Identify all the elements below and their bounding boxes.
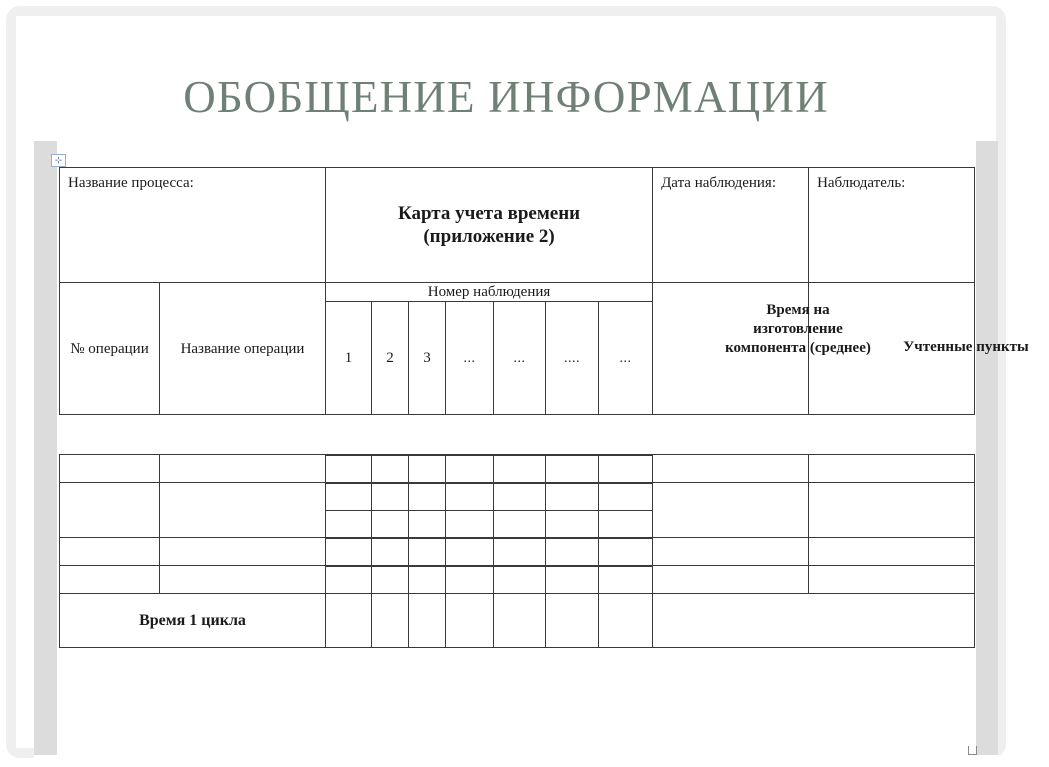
counted-items-cell[interactable] bbox=[809, 483, 975, 538]
observer-label: Наблюдатель: bbox=[809, 168, 975, 283]
observation-column-3: 3 bbox=[409, 302, 446, 415]
observation-value-cell[interactable] bbox=[446, 484, 494, 511]
observation-value-cell[interactable] bbox=[599, 567, 653, 594]
observation-column-7: ... bbox=[599, 302, 653, 415]
operation-name-cell[interactable] bbox=[160, 483, 326, 538]
operation-name-header bbox=[160, 283, 326, 415]
operation-name-cell[interactable] bbox=[160, 566, 326, 594]
operation-number-cell[interactable] bbox=[60, 483, 160, 538]
observation-value-cell[interactable] bbox=[409, 511, 446, 538]
observation-value-cell[interactable] bbox=[409, 567, 446, 594]
component-time-header-label: Время на изготовление компонента (среднее) bbox=[725, 301, 871, 356]
operation-number-header-text: № операции bbox=[70, 340, 149, 357]
document-left-margin bbox=[34, 141, 57, 755]
cycle-value-cell[interactable] bbox=[599, 594, 653, 648]
table-resize-handle-icon[interactable] bbox=[968, 746, 977, 755]
observation-value-cell[interactable] bbox=[446, 511, 494, 538]
observation-value-cell[interactable] bbox=[599, 539, 653, 566]
observation-value-cell[interactable] bbox=[326, 511, 372, 538]
observation-number-header: Номер наблюдения bbox=[326, 283, 653, 302]
document-right-margin bbox=[976, 141, 998, 755]
operation-name-cell[interactable] bbox=[160, 538, 326, 566]
observation-value-cell[interactable] bbox=[494, 567, 546, 594]
cycle-value-cell[interactable] bbox=[494, 594, 546, 648]
observation-value-cell[interactable] bbox=[446, 567, 494, 594]
observation-value-cell[interactable] bbox=[409, 456, 446, 483]
component-time-cell[interactable] bbox=[653, 538, 809, 566]
counted-items-cell[interactable] bbox=[809, 566, 975, 594]
cycle-value-cell[interactable] bbox=[409, 594, 446, 648]
operation-number-cell[interactable] bbox=[60, 538, 160, 566]
observation-value-cell[interactable] bbox=[409, 484, 446, 511]
document-title-line1: Карта учета времени bbox=[397, 203, 581, 224]
cycle-summary-cell[interactable] bbox=[653, 594, 975, 648]
observation-value-cell[interactable] bbox=[446, 539, 494, 566]
observation-value-cell[interactable] bbox=[326, 456, 372, 483]
table-header-row-observation-band bbox=[60, 283, 975, 302]
cycle-value-cell[interactable] bbox=[546, 594, 599, 648]
operation-number-cell[interactable] bbox=[60, 566, 160, 594]
cycle-value-cell[interactable] bbox=[372, 594, 409, 648]
observation-value-cell[interactable] bbox=[372, 484, 409, 511]
observation-value-cell[interactable] bbox=[546, 511, 599, 538]
observation-value-cell[interactable] bbox=[494, 456, 546, 483]
counted-items-header-label: Учтенные пункты bbox=[903, 338, 1029, 355]
component-time-cell[interactable] bbox=[653, 455, 809, 483]
operation-number-cell[interactable] bbox=[60, 455, 160, 483]
observation-date-label: Дата наблюдения: bbox=[653, 168, 809, 283]
page-title: ОБОБЩЕНИЕ ИНФОРМАЦИИ bbox=[183, 72, 829, 122]
table-move-handle-icon[interactable]: ⊹ bbox=[51, 154, 66, 167]
observation-column-5: ... bbox=[494, 302, 546, 415]
observation-column-1: 1 bbox=[326, 302, 372, 415]
component-time-header-spacer-top bbox=[653, 283, 809, 415]
operation-name-cell[interactable] bbox=[160, 455, 326, 483]
observation-value-cell[interactable] bbox=[326, 539, 372, 566]
cycle-value-cell[interactable] bbox=[326, 594, 372, 648]
slide-canvas bbox=[16, 16, 1029, 748]
observation-value-cell[interactable] bbox=[599, 484, 653, 511]
component-time-cell[interactable] bbox=[653, 483, 809, 538]
observation-value-cell[interactable] bbox=[546, 567, 599, 594]
observation-value-cell[interactable] bbox=[494, 484, 546, 511]
counted-items-header-spacer-top bbox=[809, 283, 975, 415]
observation-value-cell[interactable] bbox=[599, 511, 653, 538]
observation-value-cell[interactable] bbox=[372, 567, 409, 594]
observation-value-cell[interactable] bbox=[372, 511, 409, 538]
time-tracking-table-body bbox=[59, 454, 975, 648]
document-sheet bbox=[34, 141, 1029, 761]
observation-value-cell[interactable] bbox=[494, 539, 546, 566]
observation-column-6: .... bbox=[546, 302, 599, 415]
observation-value-cell[interactable] bbox=[446, 456, 494, 483]
table-footer-row[interactable] bbox=[60, 594, 975, 648]
counted-items-cell[interactable] bbox=[809, 455, 975, 483]
operation-name-header-text: Название операции bbox=[180, 340, 305, 357]
cycle-time-label: Время 1 цикла bbox=[60, 594, 326, 648]
observation-value-cell[interactable] bbox=[372, 456, 409, 483]
slide-frame bbox=[6, 6, 1029, 758]
counted-items-cell[interactable] bbox=[809, 538, 975, 566]
component-time-cell[interactable] bbox=[653, 566, 809, 594]
process-name-label: Название процесса: bbox=[60, 168, 326, 283]
table-header-row-title bbox=[60, 168, 975, 283]
observation-value-cell[interactable] bbox=[494, 511, 546, 538]
observation-value-cell[interactable] bbox=[372, 539, 409, 566]
observation-column-2: 2 bbox=[372, 302, 409, 415]
observation-value-cell[interactable] bbox=[599, 456, 653, 483]
document-title-line2: (приложение 2) bbox=[423, 226, 555, 247]
time-tracking-table bbox=[59, 167, 975, 415]
observation-column-4: ... bbox=[446, 302, 494, 415]
observation-value-cell[interactable] bbox=[546, 456, 599, 483]
observation-value-cell[interactable] bbox=[546, 484, 599, 511]
cycle-value-cell[interactable] bbox=[446, 594, 494, 648]
observation-value-cell[interactable] bbox=[409, 539, 446, 566]
observation-value-cell[interactable] bbox=[326, 484, 372, 511]
observation-value-cell[interactable] bbox=[546, 539, 599, 566]
document-title-cell bbox=[326, 168, 653, 283]
operation-number-header bbox=[60, 283, 160, 415]
observation-value-cell[interactable] bbox=[326, 567, 372, 594]
